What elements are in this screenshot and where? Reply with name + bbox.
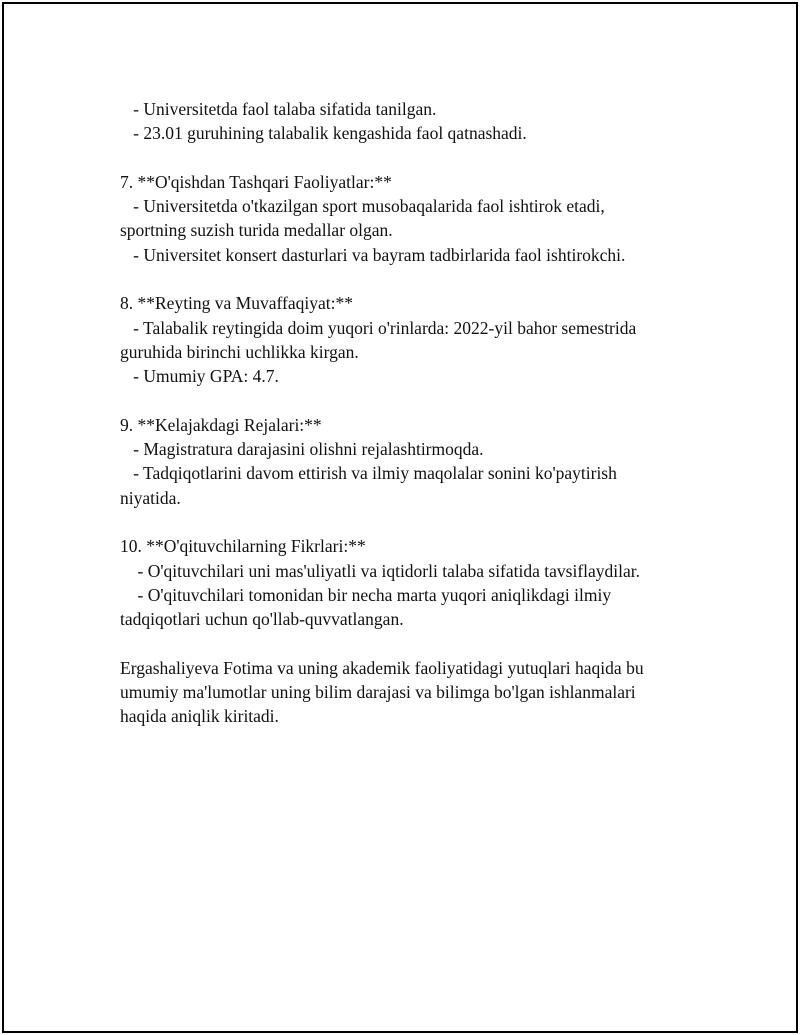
- section-line: - Tadqiqotlarini davom ettirish va ilmiy maqolalar sonini ko'paytirish: [120, 463, 617, 484]
- section-heading: 8. **Reyting va Muvaffaqiyat:**: [120, 293, 353, 314]
- conclusion-line: umumiy ma'lumotlar uning bilim darajasi va bilimga bo'lgan ishlanmalari: [120, 682, 636, 703]
- document-body: [120, 97, 700, 729]
- paragraph-gap: [120, 267, 700, 291]
- section-line: - O'qituvchilari uni mas'uliyatli va iqtidorli talaba sifatida tavsiflaydilar.: [120, 560, 641, 581]
- bullet-line: - Universitetda faol talaba sifatida tanilgan.: [120, 99, 437, 119]
- section-line: niyatida.: [120, 487, 181, 508]
- section-heading: 10. **O'qituvchilarning Fikrlari:**: [120, 536, 366, 557]
- paragraph-gap: [120, 632, 700, 656]
- section-line: - O'qituvchilari tomonidan bir necha marta yuqori aniqlikdagi ilmiy: [120, 584, 612, 605]
- section-line: - Magistratura darajasini olishni rejalashtirmoqda.: [120, 439, 484, 460]
- document-page: [2, 2, 798, 1033]
- section-line: sportning suzish turida medallar olgan.: [120, 220, 393, 241]
- bullet-line: - 23.01 guruhining talabalik kengashida faol qatnashadi.: [120, 123, 527, 144]
- paragraph-gap: [120, 146, 700, 170]
- section-line: - Universitetda o'tkazilgan sport musobaqalarida faol ishtirok etadi,: [120, 196, 605, 217]
- section-line: - Talabalik reytingida doim yuqori o'rinlarda: 2022-yil bahor semestrida: [120, 317, 637, 338]
- section-line: tadqiqotlari uchun qo'llab-quvvatlangan.: [120, 609, 404, 630]
- section-line: guruhida birinchi uchlikka kirgan.: [120, 341, 359, 362]
- section-heading: 9. **Kelajakdagi Rejalari:**: [120, 414, 322, 435]
- section-line: - Umumiy GPA: 4.7.: [120, 366, 279, 387]
- paragraph-gap: [120, 389, 700, 413]
- conclusion-line: haqida aniqlik kiritadi.: [120, 706, 279, 727]
- conclusion-line: Ergashaliyeva Fotima va uning akademik faoliyatidagi yutuqlari haqida bu: [120, 657, 644, 678]
- section-line: - Universitet konsert dasturlari va bayram tadbirlarida faol ishtirokchi.: [120, 244, 626, 265]
- section-heading: 7. **O'qishdan Tashqari Faoliyatlar:**: [120, 171, 392, 192]
- paragraph-gap: [120, 510, 700, 534]
